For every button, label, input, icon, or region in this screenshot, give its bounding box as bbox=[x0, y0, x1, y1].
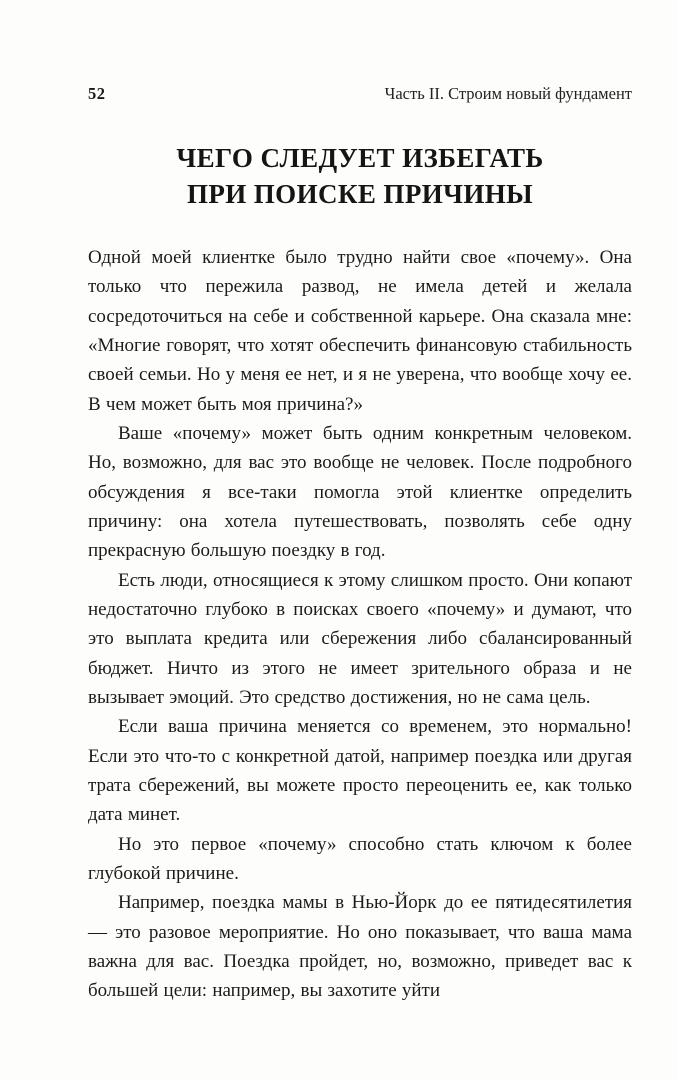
chapter-title-line-2: ПРИ ПОИСКЕ ПРИЧИНЫ bbox=[186, 179, 534, 210]
chapter-title-line-1: ЧЕГО СЛЕДУЕТ ИЗБЕГАТЬ bbox=[176, 143, 544, 173]
chapter-title bbox=[88, 140, 632, 213]
page-header bbox=[88, 84, 632, 104]
paragraph: Ваше «почему» может быть одним конкретным человеком. Но, возможно, для вас это вообще не человек. После подробного обсуждения я все-таки помогла этой клиентке определить причину: она хотела путешествовать, позволять себе одну прекрасную большую поездку в год. bbox=[88, 422, 632, 562]
page-number: 52 bbox=[88, 84, 106, 103]
paragraph: Но это первое «почему» способно стать ключом к более глубокой причине. bbox=[88, 833, 632, 885]
paragraph: Например, поездка мамы в Нью-Йорк до ее пятидесятилетия — это разовое мероприятие. Но оно показывает, что ваша мама важна для вас. Поездка пройдет, но, возможно, приведет вас к большей цели: например, вы захотите уйти bbox=[88, 892, 632, 1002]
running-header: Часть II. Строим новый фундамент bbox=[384, 84, 632, 103]
body-text bbox=[88, 243, 632, 1006]
paragraph: Если ваша причина меняется со временем, это нормально! Если это что-то с конкретной датой, например поездка или другая трата сбережений, вы можете просто переоценить ее, как только дата минет. bbox=[88, 716, 632, 826]
paragraph: Одной моей клиентке было трудно найти свое «почему». Она только что пережила развод, не имела детей и желала сосредоточиться на себе и собственной карьере. Она сказала мне: «Многие говорят, что хотят обеспечить финансовую стабильность своей семьи. Но у меня ее нет, и я не уверена, что вообще хочу ее. В чем может быть моя причина?» bbox=[88, 246, 632, 415]
paragraph: Есть люди, относящиеся к этому слишком просто. Они копают недостаточно глубоко в поисках своего «почему» и думают, что это выплата кредита или сбережения либо сбалансированный бюджет. Ничто из этого не имеет зрительного образа и не вызывает эмоций. Это средство достижения, но не сама цель. bbox=[88, 569, 632, 709]
